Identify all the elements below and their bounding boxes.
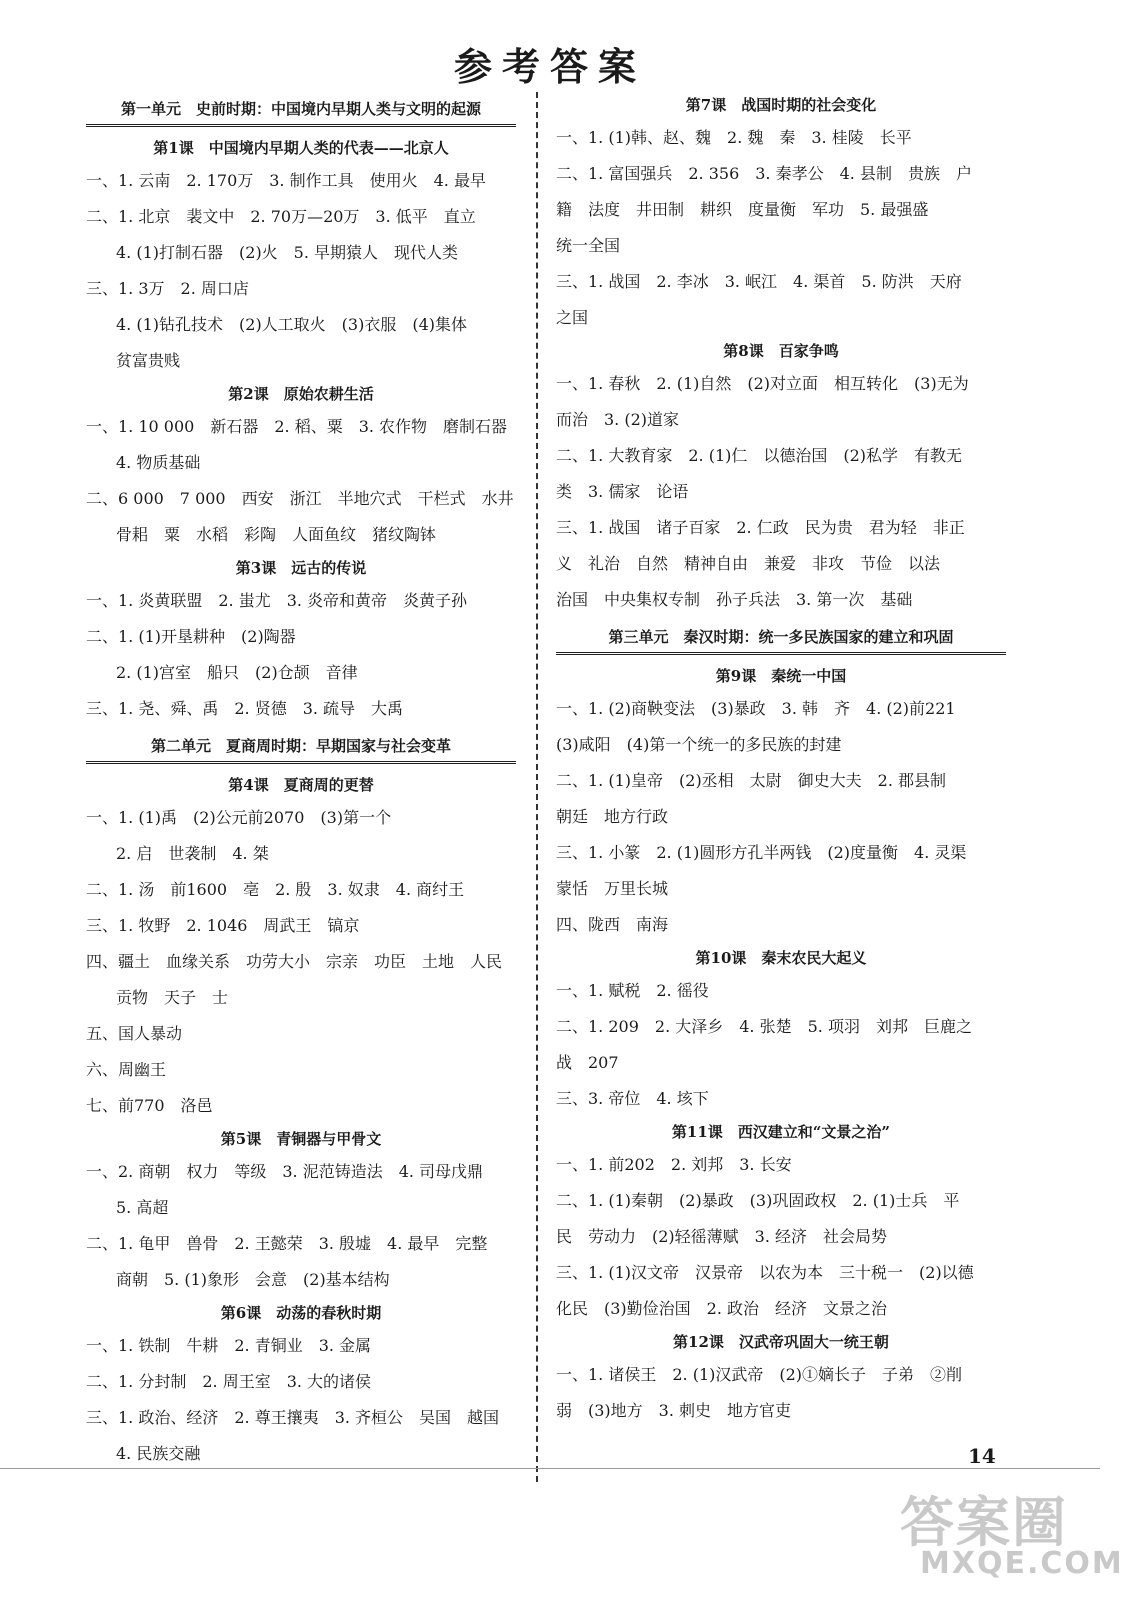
answer-line: 化民 (3)勤俭治国 2. 政治 经济 文景之治 bbox=[556, 1299, 888, 1318]
answer-column-right bbox=[556, 90, 1006, 1429]
answer-line: 二、1. (1)开垦耕种 (2)陶器 bbox=[86, 627, 296, 646]
answer-line: 五、国人暴动 bbox=[86, 1024, 183, 1043]
answer-line: 义 礼治 自然 精神自由 兼爱 非攻 节俭 以法 bbox=[556, 554, 941, 573]
answer-line: 籍 法度 井田制 耕织 度量衡 军功 5. 最强盛 bbox=[556, 200, 929, 219]
answer-line: 一、1. 赋税 2. 徭役 bbox=[556, 981, 709, 1000]
answer-line: 一、1. 前202 2. 刘邦 3. 长安 bbox=[556, 1155, 792, 1174]
footer-rule bbox=[0, 1468, 1100, 1469]
answer-line: 二、1. 富国强兵 2. 356 3. 秦孝公 4. 县制 贵族 户 bbox=[556, 164, 972, 183]
answer-line: 三、1. (1)汉文帝 汉景帝 以农为本 三十税一 (2)以德 bbox=[556, 1263, 974, 1282]
answer-line: 商朝 5. (1)象形 会意 (2)基本结构 bbox=[116, 1270, 390, 1289]
answer-line: 治国 中央集权专制 孙子兵法 3. 第一次 基础 bbox=[556, 590, 913, 609]
answer-line: 一、1. (1)韩、赵、魏 2. 魏 秦 3. 桂陵 长平 bbox=[556, 128, 912, 147]
answer-line: 一、2. 商朝 权力 等级 3. 泥范铸造法 4. 司母戊鼎 bbox=[86, 1162, 484, 1181]
answer-line: 三、3. 帝位 4. 垓下 bbox=[556, 1089, 709, 1108]
answer-column-left bbox=[86, 90, 516, 1472]
answer-line: 三、1. 战国 2. 李冰 3. 岷江 4. 渠首 5. 防洪 天府 bbox=[556, 272, 962, 291]
answer-line: 一、1. (1)禹 (2)公元前2070 (3)第一个 bbox=[86, 808, 392, 827]
answer-line: 4. 物质基础 bbox=[116, 453, 201, 472]
answer-line: 一、1. 铁制 牛耕 2. 青铜业 3. 金属 bbox=[86, 1336, 372, 1355]
answer-line: 三、1. 政治、经济 2. 尊王攘夷 3. 齐桓公 吴国 越国 bbox=[86, 1408, 500, 1427]
lesson-heading: 第11课 西汉建立和“文景之治” bbox=[671, 1123, 891, 1141]
lesson-heading: 第4课 夏商周的更替 bbox=[228, 776, 374, 794]
answer-line: 而治 3. (2)道家 bbox=[556, 410, 680, 429]
lesson-heading: 第8课 百家争鸣 bbox=[723, 342, 839, 360]
answer-line: 类 3. 儒家 论语 bbox=[556, 482, 689, 501]
answer-line: 三、1. 战国 诸子百家 2. 仁政 民为贵 君为轻 非正 bbox=[556, 518, 965, 537]
answer-line: 一、1. (2)商鞅变法 (3)暴政 3. 韩 齐 4. (2)前221 bbox=[556, 699, 956, 718]
page-title: 参考答案 bbox=[453, 44, 646, 89]
answer-line: 一、1. 炎黄联盟 2. 蚩尤 3. 炎帝和黄帝 炎黄子孙 bbox=[86, 591, 468, 610]
answer-line: 民 劳动力 (2)轻徭薄赋 3. 经济 社会局势 bbox=[556, 1227, 888, 1246]
watermark-logo bbox=[900, 1480, 1124, 1590]
answer-line: 4. (1)打制石器 (2)火 5. 早期猿人 现代人类 bbox=[116, 243, 459, 262]
answer-line: 二、1. (1)皇帝 (2)丞相 太尉 御史大夫 2. 郡县制 bbox=[556, 771, 947, 790]
lesson-heading: 第12课 汉武帝巩固大一统王朝 bbox=[673, 1333, 889, 1351]
answer-line: 四、陇西 南海 bbox=[556, 915, 669, 934]
lesson-heading: 第1课 中国境内早期人类的代表——北京人 bbox=[153, 139, 449, 157]
lesson-heading: 第3课 远古的传说 bbox=[235, 559, 367, 577]
answer-line: 六、周幽王 bbox=[86, 1060, 167, 1079]
answer-line: 蒙恬 万里长城 bbox=[556, 879, 669, 898]
answer-line: 之国 bbox=[556, 308, 589, 327]
lesson-heading: 第9课 秦统一中国 bbox=[715, 667, 847, 685]
answer-line: 一、1. 春秋 2. (1)自然 (2)对立面 相互转化 (3)无为 bbox=[556, 374, 969, 393]
answer-line: 战 207 bbox=[556, 1053, 619, 1072]
lesson-heading: 第10课 秦末农民大起义 bbox=[695, 949, 867, 967]
answer-line: 二、1. 龟甲 兽骨 2. 王懿荣 3. 殷墟 4. 最早 完整 bbox=[86, 1234, 488, 1253]
lesson-heading: 第5课 青铜器与甲骨文 bbox=[220, 1130, 382, 1148]
answer-line: 贡物 天子 士 bbox=[116, 988, 229, 1007]
answer-line: 4. (1)钻孔技术 (2)人工取火 (3)衣服 (4)集体 bbox=[116, 315, 468, 334]
lesson-heading: 第6课 动荡的春秋时期 bbox=[220, 1304, 382, 1322]
answer-line: 二、1. 大教育家 2. (1)仁 以德治国 (2)私学 有教无 bbox=[556, 446, 963, 465]
column-divider bbox=[536, 92, 538, 1482]
answer-line: 一、1. 10 000 新石器 2. 稻、粟 3. 农作物 磨制石器 bbox=[86, 417, 508, 436]
watermark-sub: MXQE.COM bbox=[920, 1546, 1124, 1581]
lesson-heading: 第7课 战国时期的社会变化 bbox=[685, 96, 877, 114]
answer-line: 三、1. 尧、舜、禹 2. 贤德 3. 疏导 大禹 bbox=[86, 699, 404, 718]
answer-line: 一、1. 云南 2. 170万 3. 制作工具 使用火 4. 最早 bbox=[86, 171, 486, 190]
answer-line: 四、疆土 血缘关系 功劳大小 宗亲 功臣 土地 人民 bbox=[86, 952, 503, 971]
page-number: 14 bbox=[968, 1444, 996, 1468]
answer-line: 三、1. 牧野 2. 1046 周武王 镐京 bbox=[86, 916, 360, 935]
answer-line: 统一全国 bbox=[556, 236, 621, 255]
answer-line: 二、1. 209 2. 大泽乡 4. 张楚 5. 项羽 刘邦 巨鹿之 bbox=[556, 1017, 972, 1036]
lesson-heading: 第2课 原始农耕生活 bbox=[228, 385, 374, 403]
answer-line: 三、1. 小篆 2. (1)圆形方孔半两钱 (2)度量衡 4. 灵渠 bbox=[556, 843, 967, 862]
answer-line: 2. (1)宫室 船只 (2)仓颉 音律 bbox=[116, 663, 358, 682]
unit-heading: 第二单元 夏商周时期：早期国家与社会变革 bbox=[86, 733, 516, 764]
answer-line: 5. 高超 bbox=[116, 1198, 169, 1217]
answer-line: 七、前770 洛邑 bbox=[86, 1096, 213, 1115]
answer-line: 三、1. 3万 2. 周口店 bbox=[86, 279, 249, 298]
answer-line: 二、1. 汤 前1600 亳 2. 殷 3. 奴隶 4. 商纣王 bbox=[86, 880, 465, 899]
answer-line: 骨耜 粟 水稻 彩陶 人面鱼纹 猪纹陶钵 bbox=[116, 525, 437, 544]
answer-line: 朝廷 地方行政 bbox=[556, 807, 669, 826]
unit-heading: 第三单元 秦汉时期：统一多民族国家的建立和巩固 bbox=[556, 624, 1006, 655]
answer-line: 一、1. 诸侯王 2. (1)汉武帝 (2)①嫡长子 子弟 ②削 bbox=[556, 1365, 963, 1384]
unit-heading: 第一单元 史前时期：中国境内早期人类与文明的起源 bbox=[86, 96, 516, 127]
answer-line: 二、1. (1)秦朝 (2)暴政 (3)巩固政权 2. (1)士兵 平 bbox=[556, 1191, 960, 1210]
answer-line: (3)咸阳 (4)第一个统一的多民族的封建 bbox=[556, 735, 842, 754]
watermark-main: 答案圈 bbox=[900, 1490, 1068, 1554]
answer-line: 二、1. 北京 裴文中 2. 70万—20万 3. 低平 直立 bbox=[86, 207, 476, 226]
answer-line: 贫富贵贱 bbox=[116, 351, 181, 370]
answer-line: 二、1. 分封制 2. 周王室 3. 大的诸侯 bbox=[86, 1372, 372, 1391]
answer-line: 2. 启 世袭制 4. 桀 bbox=[116, 844, 269, 863]
answer-line: 二、6 000 7 000 西安 浙江 半地穴式 干栏式 水井 bbox=[86, 489, 514, 508]
answer-line: 弱 (3)地方 3. 刺史 地方官吏 bbox=[556, 1401, 792, 1420]
answer-line: 4. 民族交融 bbox=[116, 1444, 201, 1463]
